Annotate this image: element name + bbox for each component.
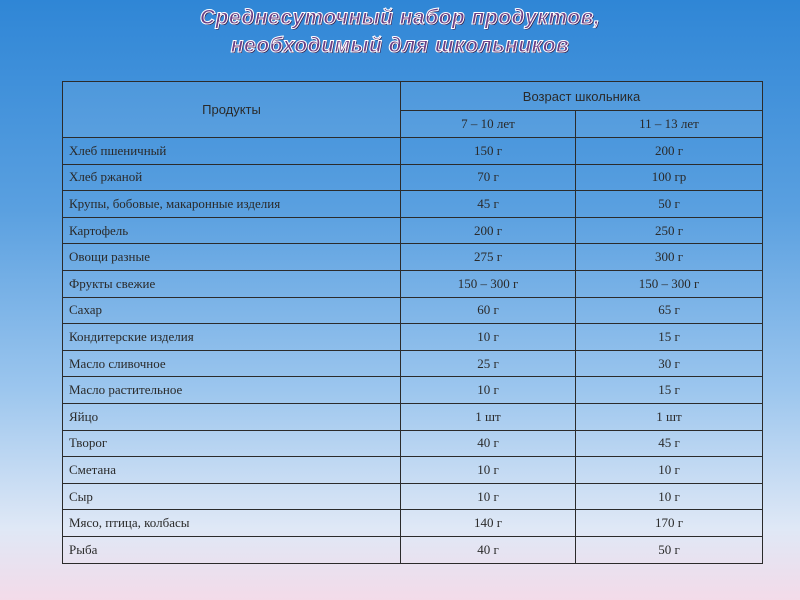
table-row [63, 138, 763, 165]
table-row [63, 217, 763, 244]
amount-7-10-cell: 40 г [401, 430, 576, 457]
amount-7-10-cell: 10 г [401, 457, 576, 484]
table-row [63, 457, 763, 484]
amount-11-13-cell: 45 г [576, 430, 763, 457]
amount-7-10-cell: 150 – 300 г [401, 270, 576, 297]
table-row [63, 297, 763, 324]
amount-11-13-cell: 65 г [576, 297, 763, 324]
amount-11-13-cell: 150 – 300 г [576, 270, 763, 297]
title-line-2: необходимый для школьников [230, 34, 570, 57]
amount-7-10-cell: 275 г [401, 244, 576, 271]
amount-7-10-cell: 140 г [401, 510, 576, 537]
header-products: Продукты [63, 82, 401, 138]
table-row [63, 483, 763, 510]
table-row [63, 430, 763, 457]
product-name-cell: Яйцо [63, 403, 401, 430]
table-row [63, 403, 763, 430]
amount-11-13-cell: 1 шт [576, 403, 763, 430]
amount-7-10-cell: 70 г [401, 164, 576, 191]
table-row [63, 191, 763, 218]
amount-7-10-cell: 10 г [401, 483, 576, 510]
amount-11-13-cell: 15 г [576, 377, 763, 404]
amount-11-13-cell: 250 г [576, 217, 763, 244]
table-row [63, 536, 763, 563]
food-table [62, 81, 763, 564]
amount-11-13-cell: 100 гр [576, 164, 763, 191]
amount-7-10-cell: 10 г [401, 324, 576, 351]
table-row [63, 324, 763, 351]
header-age-7-10: 7 – 10 лет [401, 111, 576, 138]
product-name-cell: Кондитерские изделия [63, 324, 401, 351]
amount-11-13-cell: 15 г [576, 324, 763, 351]
amount-11-13-cell: 50 г [576, 536, 763, 563]
amount-11-13-cell: 50 г [576, 191, 763, 218]
product-name-cell: Хлеб ржаной [63, 164, 401, 191]
product-name-cell: Рыба [63, 536, 401, 563]
table-row [63, 350, 763, 377]
amount-7-10-cell: 200 г [401, 217, 576, 244]
amount-7-10-cell: 40 г [401, 536, 576, 563]
product-name-cell: Масло сливочное [63, 350, 401, 377]
header-age: Возраст школьника [401, 82, 763, 111]
product-name-cell: Сахар [63, 297, 401, 324]
amount-7-10-cell: 25 г [401, 350, 576, 377]
product-name-cell: Хлеб пшеничный [63, 138, 401, 165]
amount-7-10-cell: 60 г [401, 297, 576, 324]
amount-7-10-cell: 10 г [401, 377, 576, 404]
product-name-cell: Масло растительное [63, 377, 401, 404]
table-row [63, 510, 763, 537]
product-name-cell: Овощи разные [63, 244, 401, 271]
table-row [63, 244, 763, 271]
page-title [0, 4, 800, 60]
product-name-cell: Творог [63, 430, 401, 457]
table-row [63, 164, 763, 191]
header-age-11-13: 11 – 13 лет [576, 111, 763, 138]
product-name-cell: Мясо, птица, колбасы [63, 510, 401, 537]
amount-7-10-cell: 150 г [401, 138, 576, 165]
amount-11-13-cell: 10 г [576, 483, 763, 510]
amount-11-13-cell: 10 г [576, 457, 763, 484]
amount-7-10-cell: 45 г [401, 191, 576, 218]
amount-11-13-cell: 170 г [576, 510, 763, 537]
product-name-cell: Картофель [63, 217, 401, 244]
table-body [63, 138, 763, 564]
title-line-1: Среднесуточный набор продуктов, [199, 6, 601, 29]
product-name-cell: Сметана [63, 457, 401, 484]
product-name-cell: Фрукты свежие [63, 270, 401, 297]
amount-11-13-cell: 30 г [576, 350, 763, 377]
table-row [63, 270, 763, 297]
amount-7-10-cell: 1 шт [401, 403, 576, 430]
amount-11-13-cell: 200 г [576, 138, 763, 165]
product-name-cell: Крупы, бобовые, макаронные изделия [63, 191, 401, 218]
table-row [63, 377, 763, 404]
amount-11-13-cell: 300 г [576, 244, 763, 271]
product-name-cell: Сыр [63, 483, 401, 510]
